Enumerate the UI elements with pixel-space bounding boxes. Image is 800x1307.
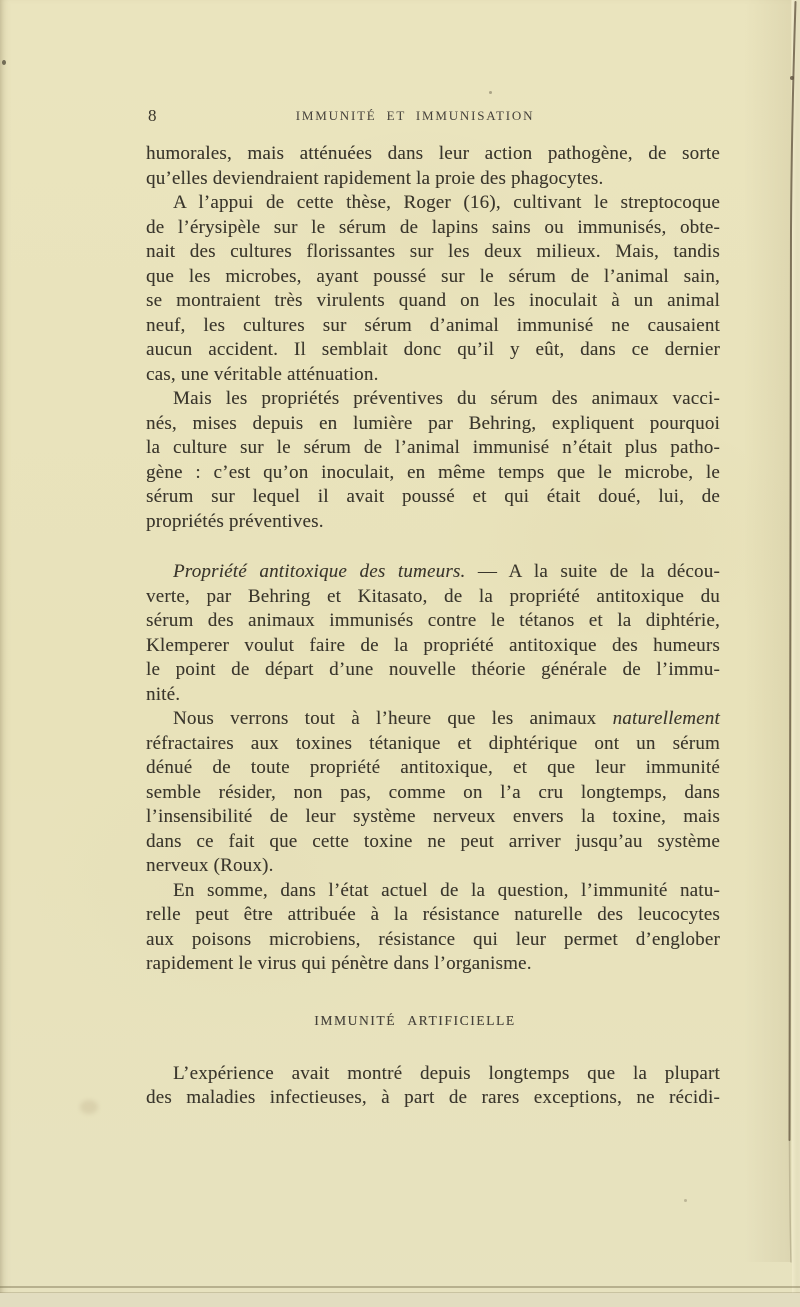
text-segment: humorales, mais atténuées dans leur action pathogène, de sorte: [146, 143, 720, 164]
paragraph: [146, 387, 720, 534]
text-line: [146, 167, 720, 192]
italic-text: Propriété antitoxique des tumeurs.: [173, 561, 466, 582]
paper-speck: [2, 60, 6, 65]
text-block: [146, 108, 720, 1111]
text-line: [146, 634, 720, 659]
paragraph: [146, 142, 720, 191]
paragraph: [146, 560, 720, 707]
text-segment: dénué de toute propriété antitoxique, et que leur immunité: [146, 757, 720, 778]
text-line: [146, 707, 720, 732]
text-line: [146, 1062, 720, 1087]
text-line: [146, 560, 720, 585]
text-line: [146, 461, 720, 486]
text-segment: Mais les propriétés préventives du sérum des animaux vacci-: [173, 388, 720, 409]
text-segment: Klemperer voulut faire de la propriété antitoxique des humeurs: [146, 634, 720, 656]
text-line: [146, 436, 720, 461]
text-line: [146, 485, 720, 510]
paper-stain: [80, 1100, 98, 1114]
text-line: [146, 781, 720, 806]
text-segment: verte, par Behring et Kitasato, de la propriété antitoxique du: [146, 585, 720, 607]
text-segment: nait des cultures florissantes sur les deux milieux. Mais, tandis: [146, 241, 720, 262]
text-segment: réfractaires aux toxines tétanique et diphtérique ont un sérum: [146, 732, 720, 754]
body-text: [146, 142, 720, 1111]
text-line: [146, 854, 720, 879]
text-segment: la culture sur le sérum de l’animal immunisé n’était plus patho-: [146, 437, 720, 458]
text-segment: nerveux (Roux).: [146, 855, 274, 876]
paragraph: [146, 707, 720, 879]
text-line: [146, 142, 720, 167]
text-line: [146, 609, 720, 634]
text-line: [146, 265, 720, 290]
text-line: [146, 732, 720, 757]
text-segment: qu’elles deviendraient rapidement la proie des phagocytes.: [146, 167, 604, 189]
text-line: [146, 240, 720, 265]
text-segment: de l’érysipèle sur le sérum de lapins sains ou immunisés, obte-: [146, 216, 720, 238]
text-segment: gène : c’est qu’on inoculait, en même temps que le microbe, le: [146, 461, 720, 483]
bottom-scan-rule: [0, 1286, 800, 1288]
text-segment: En somme, dans l’état actuel de la question, l’immunité natu-: [173, 879, 720, 901]
text-line: [146, 805, 720, 830]
text-line: [146, 216, 720, 241]
text-segment: nés, mises depuis en lumière par Behring, expliquent pourquoi: [146, 412, 720, 434]
text-line: [146, 412, 720, 437]
text-segment: aucun accident. Il semblait donc qu’il y eût, dans ce dernier: [146, 339, 720, 360]
text-line: [146, 879, 720, 904]
text-segment: que les microbes, ayant poussé sur le sérum de l’animal sain,: [146, 265, 720, 287]
italic-text: naturellement: [612, 708, 720, 729]
text-line: [146, 363, 720, 388]
text-segment: nité.: [146, 683, 181, 705]
text-segment: neuf, les cultures sur sérum d’animal immunisé ne causaient: [146, 314, 720, 336]
text-line: [146, 510, 720, 535]
text-segment: L’expérience avait montré depuis longtemps que la plupart: [173, 1062, 720, 1084]
text-line: [146, 952, 720, 977]
text-line: [146, 830, 720, 855]
scan-bottom-strip: [0, 1293, 800, 1307]
text-line: [146, 683, 720, 708]
text-segment: sérum sur lequel il avait poussé et qui était doué, lui, de: [146, 486, 720, 507]
text-line: [146, 658, 720, 683]
text-segment: relle peut être attribuée à la résistance naturelle des leucocytes: [146, 904, 720, 925]
text-segment: le point de départ d’une nouvelle théorie générale de l’immu-: [146, 659, 720, 680]
text-segment: propriétés préventives.: [146, 510, 324, 532]
text-segment: dans ce fait que cette toxine ne peut arriver jusqu’au système: [146, 830, 720, 852]
paragraph: [146, 879, 720, 977]
paper-speck: [684, 1199, 687, 1202]
text-segment: Nous verrons tout à l’heure que les animaux: [173, 708, 613, 729]
page-body-bottom: [146, 1062, 720, 1111]
text-segment: aux poisons microbiens, résistance qui leur permet d’englober: [146, 928, 720, 950]
page-header: [146, 108, 720, 124]
running-title: IMMUNITÉ ET IMMUNISATION: [295, 108, 535, 123]
text-segment: cas, une véritable atténuation.: [146, 363, 379, 385]
text-line: [146, 289, 720, 314]
text-line: [146, 1086, 720, 1111]
paper-speck: [489, 91, 492, 94]
text-segment: se montraient très virulents quand on les inoculait à un animal: [146, 290, 720, 311]
text-line: [146, 387, 720, 412]
text-line: [146, 338, 720, 363]
text-segment: rapidement le virus qui pénètre dans l’organisme.: [146, 953, 532, 974]
page-body-top: [146, 142, 720, 977]
text-segment: des maladies infectieuses, à part de rares exceptions, ne récidi-: [146, 1087, 720, 1108]
text-line: [146, 928, 720, 953]
text-segment: — A la suite de la décou-: [465, 561, 720, 582]
text-line: [146, 903, 720, 928]
paragraph: [146, 1062, 720, 1111]
text-line: [146, 314, 720, 339]
section-heading: IMMUNITÉ ARTIFICIELLE: [314, 1012, 516, 1028]
text-line: [146, 585, 720, 610]
text-segment: sérum des animaux immunisés contre le tétanos et la diphtérie,: [146, 610, 720, 631]
page-number: 8: [148, 106, 157, 125]
paragraph: [146, 191, 720, 387]
text-line: [146, 756, 720, 781]
text-line: [146, 191, 720, 216]
text-segment: semble résider, non pas, comme on l’a cru longtemps, dans: [146, 781, 720, 803]
text-segment: l’insensibilité de leur système nerveux envers la toxine, mais: [146, 806, 720, 827]
text-segment: A l’appui de cette thèse, Roger (16), cultivant le streptocoque: [173, 192, 720, 213]
